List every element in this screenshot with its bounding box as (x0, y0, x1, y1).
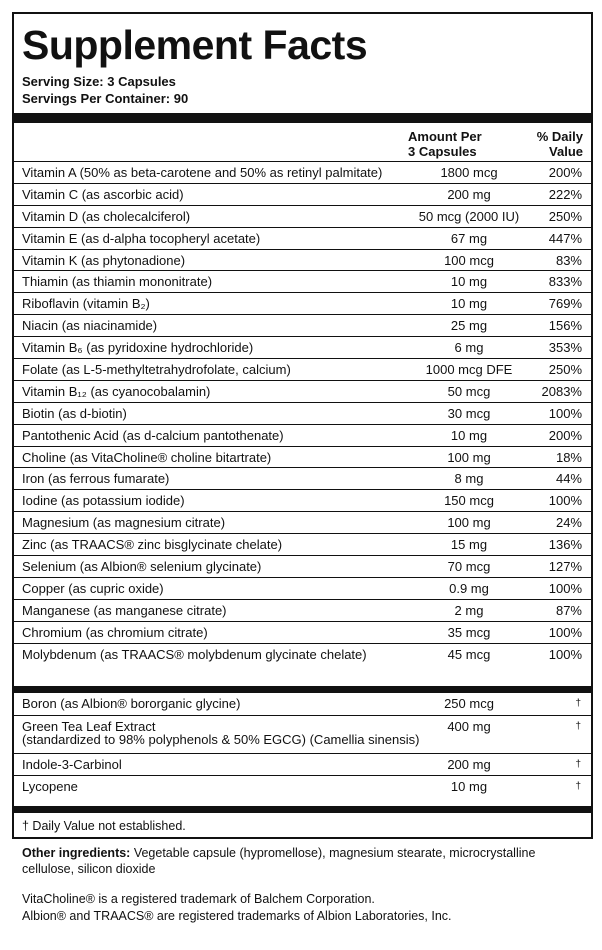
nutrient-row (14, 511, 591, 533)
nutrient-row (14, 161, 591, 183)
nutrient-daily-value: 87% (555, 602, 582, 618)
nutrient-row (14, 249, 591, 271)
nutrient-name: Zinc (as TRAACS® zinc bisglycinate chelate) (22, 537, 283, 553)
nutrient-name: Niacin (as niacinamide) (22, 318, 158, 334)
nutrient-row (14, 183, 591, 205)
nutrient-daily-value: 100% (548, 624, 582, 640)
footnote: † Daily Value not established. (22, 819, 186, 833)
serving-size: Serving Size: 3 Capsules (22, 74, 176, 89)
bottom-divider (14, 806, 591, 813)
nutrient-row (14, 336, 591, 358)
nutrient-row (14, 577, 591, 599)
nutrient-name: Vitamin E (as d-alpha tocopheryl acetate) (22, 230, 261, 246)
nutrient-amount: 200 mg (447, 186, 491, 202)
nutrient-daily-value: 83% (555, 252, 582, 268)
nutrient-name: Chromium (as chromium citrate) (22, 624, 208, 640)
other-ingredients (22, 845, 582, 877)
nutrient-daily-value: 200% (548, 165, 582, 180)
nutrient-amount: 25 mg (450, 318, 488, 334)
other-nutrient-amount: 250 mcg (444, 696, 494, 711)
top-divider (14, 113, 591, 123)
other-nutrient-row (14, 753, 591, 775)
nutrient-amount: 50 mcg (447, 383, 491, 399)
nutrient-row (14, 227, 591, 249)
nutrient-amount: 67 mg (450, 230, 488, 246)
nutrient-name: Choline (as VitaCholine® choline bitartrate) (22, 449, 272, 465)
other-nutrient-name: Indole-3-Carbinol (22, 756, 122, 772)
nutrient-row (14, 643, 591, 665)
other-nutrient-row (14, 715, 591, 753)
nutrient-daily-value: 24% (555, 515, 582, 531)
nutrient-name: Iodine (as potassium iodide) (22, 493, 185, 509)
nutrient-daily-value: 200% (548, 427, 582, 443)
servings-per-container: Servings Per Container: 90 (22, 91, 189, 106)
nutrient-daily-value: 100% (548, 405, 582, 421)
nutrient-amount: 1000 mcg DFE (425, 362, 513, 378)
nutrient-amount: 15 mg (450, 537, 488, 553)
nutrient-amount: 10 mg (450, 274, 488, 290)
other-nutrient-amount: 200 mg (447, 756, 491, 772)
nutrient-daily-value: 833% (548, 274, 582, 290)
nutrient-row (14, 380, 591, 402)
nutrient-row (14, 205, 591, 227)
other-nutrient-amount: 10 mg (450, 778, 488, 794)
nutrient-name: Pantothenic Acid (as d-calcium pantothenate) (22, 427, 284, 443)
other-nutrient-row (14, 775, 591, 797)
daily-value-column-header: % Daily Value (536, 129, 583, 159)
nutrient-amount: 100 mg (447, 449, 491, 465)
amount-column-header: Amount Per 3 Capsules (408, 129, 482, 159)
nutrient-row (14, 446, 591, 468)
nutrient-amount: 100 mg (447, 515, 491, 531)
trademark-note-2: Albion® and TRAACS® are registered trademarks of Albion Laboratories, Inc. (22, 909, 452, 923)
nutrient-amount: 1800 mcg (440, 165, 498, 180)
nutrient-name: Folate (as L-5-methyltetrahydrofolate, calcium) (22, 362, 291, 378)
nutrient-amount: 70 mcg (447, 559, 491, 575)
nutrient-row (14, 621, 591, 643)
other-nutrient-name: Boron (as Albion® bororganic glycine) (22, 696, 241, 711)
nutrient-amount: 6 mg (454, 340, 484, 356)
other-nutrient-daily-value: † (575, 758, 581, 770)
nutrient-name: Vitamin B₁₂ (as cyanocobalamin) (22, 383, 211, 399)
nutrient-daily-value: 2083% (541, 383, 582, 399)
nutrient-amount: 35 mcg (447, 624, 491, 640)
nutrient-row (14, 533, 591, 555)
nutrient-row (14, 424, 591, 446)
other-nutrient-amount: 400 mg (447, 718, 491, 734)
nutrient-name: Manganese (as manganese citrate) (22, 602, 227, 618)
nutrient-name: Selenium (as Albion® selenium glycinate) (22, 559, 262, 575)
middle-divider (14, 686, 591, 693)
nutrient-amount: 0.9 mg (449, 580, 489, 596)
nutrient-amount: 8 mg (454, 471, 484, 487)
nutrient-name: Copper (as cupric oxide) (22, 580, 164, 596)
nutrient-daily-value: 100% (548, 646, 582, 662)
nutrient-name: Biotin (as d-biotin) (22, 405, 127, 421)
nutrient-amount: 100 mcg (444, 252, 494, 268)
nutrient-amount: 45 mcg (447, 646, 491, 662)
nutrient-name: Thiamin (as thiamin mononitrate) (22, 274, 213, 290)
nutrient-name: Vitamin A (50% as beta-carotene and 50% as retinyl palmitate) (22, 165, 383, 180)
nutrient-name: Vitamin D (as cholecalciferol) (22, 208, 191, 224)
nutrient-name: Molybdenum (as TRAACS® molybdenum glycinate chelate) (22, 646, 367, 662)
nutrient-row (14, 599, 591, 621)
other-nutrient-name-detail: (standardized to 98% polyphenols & 50% EGCG) (Camellia sinensis) (22, 731, 420, 747)
nutrient-daily-value: 100% (548, 493, 582, 509)
nutrient-amount: 150 mcg (444, 493, 494, 509)
nutrient-daily-value: 156% (548, 318, 582, 334)
nutrient-daily-value: 136% (548, 537, 582, 553)
nutrient-daily-value: 127% (548, 559, 582, 575)
nutrient-daily-value: 250% (548, 362, 582, 378)
nutrient-name: Iron (as ferrous fumarate) (22, 471, 170, 487)
other-nutrient-name: Green Tea Leaf Extract (22, 718, 156, 734)
nutrient-daily-value: 769% (548, 296, 582, 312)
nutrient-name: Riboflavin (vitamin B₂) (22, 296, 150, 312)
nutrient-row (14, 402, 591, 424)
nutrient-name: Vitamin K (as phytonadione) (22, 252, 186, 268)
nutrient-daily-value: 447% (548, 230, 582, 246)
nutrient-row (14, 489, 591, 511)
other-nutrient-daily-value: † (575, 780, 581, 792)
trademark-note-1: VitaCholine® is a registered trademark of Balchem Corporation. (22, 892, 375, 906)
nutrient-row (14, 467, 591, 489)
nutrient-amount: 50 mcg (2000 IU) (418, 208, 520, 224)
other-ingredients-label: Other ingredients: (22, 846, 131, 860)
nutrient-table (14, 161, 591, 664)
other-ingredients-text: Vegetable capsule (hypromellose), magnesium stearate, microcrystalline cellulose, silicon dioxide (22, 846, 536, 876)
other-nutrient-daily-value: † (575, 698, 581, 709)
other-nutrient-daily-value: † (575, 720, 581, 732)
nutrient-daily-value: 44% (555, 471, 582, 487)
supplement-facts-panel (12, 12, 593, 839)
nutrient-name: Vitamin B₆ (as pyridoxine hydrochloride) (22, 340, 254, 356)
nutrient-daily-value: 353% (548, 340, 582, 356)
nutrient-row (14, 292, 591, 314)
nutrient-row (14, 555, 591, 577)
nutrient-amount: 2 mg (454, 602, 484, 618)
nutrient-amount: 10 mg (450, 427, 488, 443)
other-nutrient-name: Lycopene (22, 778, 78, 794)
nutrient-daily-value: 222% (548, 186, 582, 202)
nutrient-row (14, 358, 591, 380)
nutrient-name: Magnesium (as magnesium citrate) (22, 515, 226, 531)
panel-title: Supplement Facts (22, 22, 368, 68)
nutrient-daily-value: 250% (548, 208, 582, 224)
nutrient-amount: 10 mg (450, 296, 488, 312)
nutrient-daily-value: 18% (555, 449, 582, 465)
other-nutrient-table (14, 693, 591, 797)
nutrient-row (14, 314, 591, 336)
nutrient-amount: 30 mcg (447, 405, 491, 421)
nutrient-name: Vitamin C (as ascorbic acid) (22, 186, 184, 202)
nutrient-row (14, 270, 591, 292)
other-nutrient-row (14, 693, 591, 715)
nutrient-daily-value: 100% (548, 580, 582, 596)
